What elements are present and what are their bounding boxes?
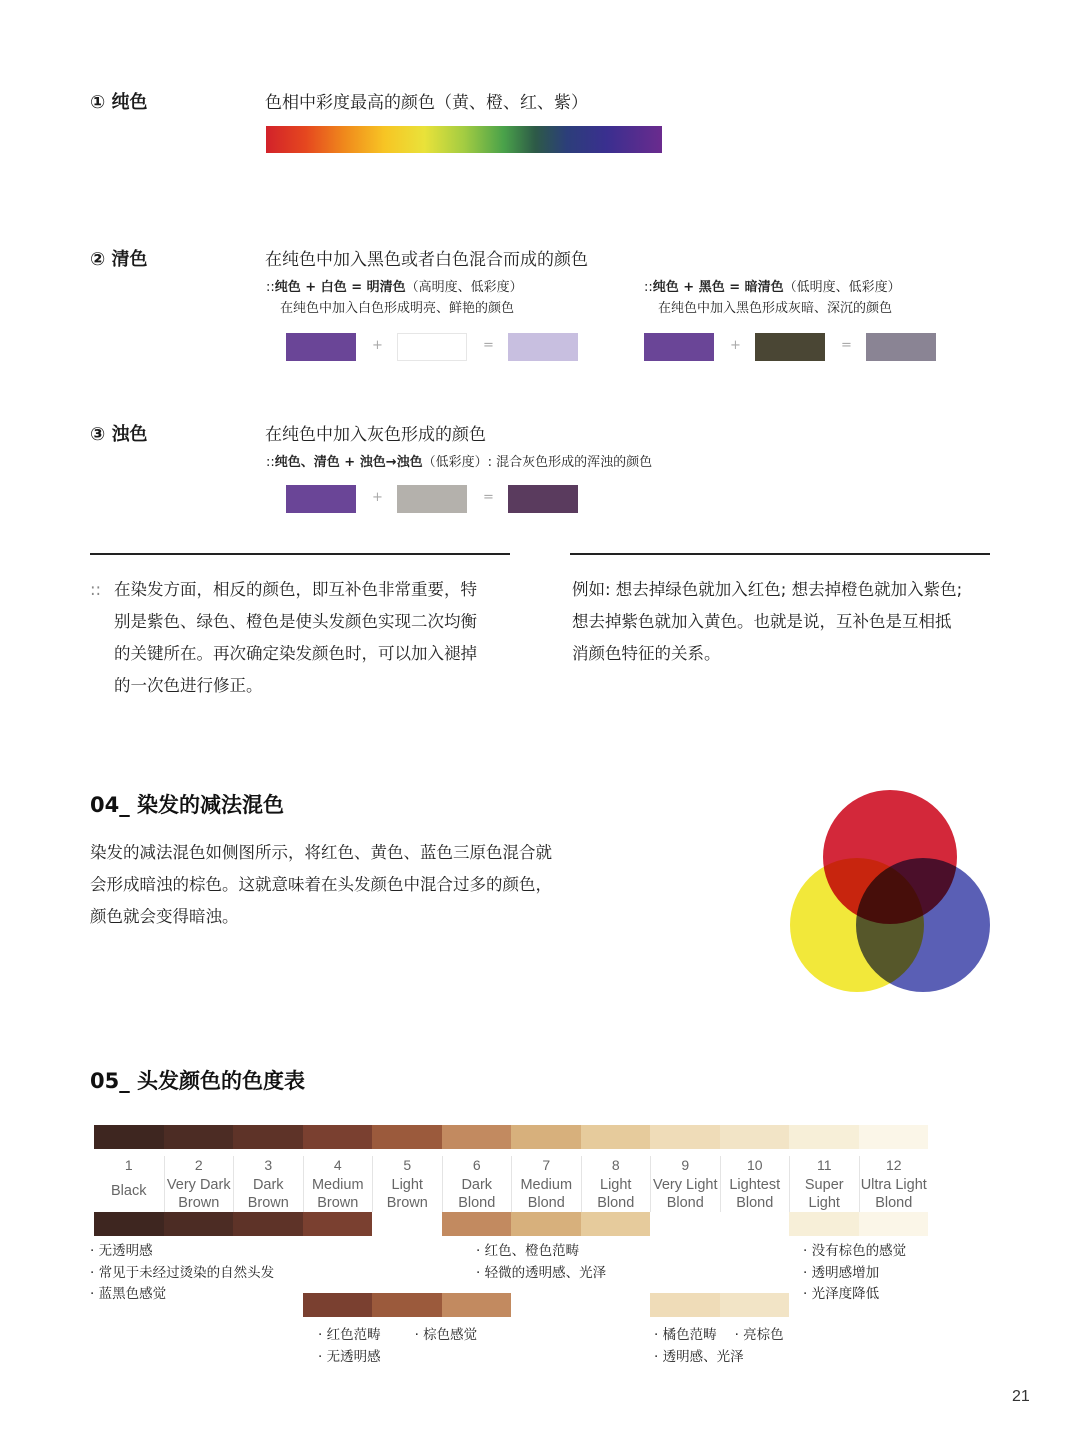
level-8-color-bar (581, 1125, 651, 1149)
level-name-line2: Blond (875, 1195, 913, 1211)
level-3-label (233, 1156, 303, 1212)
group-4-level-9-bar (650, 1293, 720, 1317)
level-name-line1: Medium (311, 1177, 364, 1193)
paragraph-right (572, 574, 1002, 670)
dark-formula-explain: 在纯色中加入黑色形成灰暗、深沉的颜色 (658, 301, 893, 316)
section-04-text (90, 837, 610, 933)
swatch-black (755, 333, 825, 361)
group-2-level-12-bar (859, 1212, 929, 1236)
spectrum-bar (266, 126, 662, 153)
plus-sign: + (372, 490, 383, 505)
group-notes-natural (90, 1241, 274, 1306)
note-line: · 蓝黑色感觉 (90, 1286, 167, 1302)
blue-circle (856, 858, 990, 992)
paragraph-marker: :: (90, 580, 102, 599)
group-4-level-10-bar (720, 1293, 790, 1317)
prefix-mark: :: (266, 280, 275, 295)
note-line: · 没有棕色的感觉 (803, 1243, 907, 1259)
level-6-color-bar (442, 1125, 512, 1149)
level-name-line2: Blond (458, 1195, 496, 1211)
paragraph-left (114, 574, 514, 702)
paragraph-line: 消颜色特征的关系。 (572, 644, 721, 663)
pure-color-label: ① 纯色 (90, 92, 148, 113)
level-number: 4 (333, 1157, 342, 1173)
swatch-white (397, 333, 467, 361)
note-line: · 棕色感觉 (414, 1327, 478, 1343)
muddy-color-label: ③ 浊色 (90, 424, 148, 445)
group-0-level-2-bar (164, 1212, 234, 1236)
dark-formula-bold: 纯色 + 黑色 = 暗清色 (652, 280, 784, 295)
level-number: 9 (681, 1157, 690, 1173)
equals-sign: = (483, 338, 494, 353)
group-3-level-4-bar (303, 1293, 373, 1317)
paragraph-line: 染发的减法混色如侧图所示，将红色、黄色、蓝色三原色混合就 (90, 843, 552, 862)
swatch-grey (397, 485, 467, 513)
level-6-label (442, 1156, 512, 1212)
note-line: · 无透明感 (90, 1243, 153, 1259)
level-number: 2 (194, 1157, 203, 1173)
level-number: 3 (264, 1157, 273, 1173)
muddy-formula-bold: 纯色、清色 + 浊色→浊色 (274, 455, 423, 470)
level-5-color-bar (372, 1125, 442, 1149)
light-formula-bold: 纯色 + 白色 = 明清色 (274, 280, 406, 295)
muddy-formula (266, 452, 652, 473)
light-formula-rest: （高明度、低彩度） (405, 280, 523, 295)
level-10-color-bar (720, 1125, 790, 1149)
group-3-level-6-bar (442, 1293, 512, 1317)
level-name-line1: Dark (461, 1177, 493, 1193)
level-3-color-bar (233, 1125, 303, 1149)
level-2-label (164, 1156, 234, 1212)
level-name-line1: Very Light (653, 1177, 718, 1193)
group-1-level-8-bar (581, 1212, 651, 1236)
level-name-line2: Brown (247, 1195, 289, 1211)
level-number: 7 (542, 1157, 551, 1173)
note-line: · 常见于未经过烫染的自然头发 (90, 1264, 275, 1281)
level-number: 10 (746, 1157, 763, 1173)
level-name-line2: Brown (178, 1195, 220, 1211)
level-name-line1: Lightest (729, 1177, 781, 1193)
level-4-label (303, 1156, 373, 1212)
group-notes-red-orange (476, 1241, 606, 1284)
group-1-level-7-bar (511, 1212, 581, 1236)
section-04-heading: 04_ 染发的减法混色 (90, 793, 285, 817)
group-1-level-6-bar (442, 1212, 512, 1236)
note-line: · 轻微的透明感、光泽 (476, 1264, 607, 1281)
note-line: · 红色、橙色范畴 (476, 1243, 580, 1259)
group-0-level-4-bar (303, 1212, 373, 1236)
paragraph-line: 的关键所在。再次确定染发颜色时，可以加入褪掉 (114, 644, 477, 663)
dark-clear-formula (644, 277, 901, 319)
level-number: 1 (124, 1157, 133, 1173)
level-1-color-bar (94, 1125, 164, 1149)
light-clear-formula (266, 277, 523, 319)
muddy-color-desc: 在纯色中加入灰色形成的颜色 (265, 425, 486, 445)
swatch-light-purple (508, 333, 578, 361)
level-8-label (581, 1156, 651, 1212)
group-2-level-11-bar (789, 1212, 859, 1236)
level-name-line2: Blond (597, 1195, 635, 1211)
swatch-muddy-purple (508, 485, 578, 513)
level-name-line1: Medium (520, 1177, 573, 1193)
swatch-pure-purple (644, 333, 714, 361)
plus-sign: + (372, 338, 383, 353)
level-number: 11 (816, 1157, 832, 1173)
group-notes-orange (654, 1325, 784, 1368)
swatch-pure-purple (286, 485, 356, 513)
level-name-line1: Super Light (804, 1177, 844, 1211)
plus-sign: + (730, 338, 741, 353)
level-number: 6 (472, 1157, 481, 1173)
level-name-line2: Blond (527, 1195, 565, 1211)
paragraph-line: 会形成暗浊的棕色。这就意味着在头发颜色中混合过多的颜色， (90, 875, 552, 894)
paragraph-line: 的一次色进行修正。 (114, 676, 263, 695)
group-3-level-5-bar (372, 1293, 442, 1317)
level-9-label (650, 1156, 720, 1212)
note-line: · 橘色范畴 (654, 1327, 717, 1343)
swatch-pure-purple (286, 333, 356, 361)
level-name-line1: Black (111, 1183, 147, 1199)
swatch-dark-grey-purple (866, 333, 936, 361)
level-name-line1: Light (600, 1177, 632, 1193)
level-name-line1: Very Dark (166, 1177, 231, 1193)
pure-color-desc: 色相中彩度最高的颜色（黄、橙、红、紫） (265, 93, 588, 113)
level-7-color-bar (511, 1125, 581, 1149)
level-number: 5 (403, 1157, 412, 1173)
paragraph-line: 别是紫色、绿色、橙色是使头发颜色实现二次均衡 (114, 612, 477, 631)
level-12-label (859, 1156, 929, 1212)
page-number: 21 (1012, 1388, 1030, 1405)
section-05-heading: 05_ 头发颜色的色度表 (90, 1069, 306, 1093)
level-name-line1: Dark (252, 1177, 284, 1193)
level-12-color-bar (859, 1125, 929, 1149)
muddy-formula-rest: （低彩度）: 混合灰色形成的浑浊的颜色 (422, 455, 653, 470)
paragraph-line: 颜色就会变得暗浊。 (90, 907, 239, 926)
note-line: · 透明感增加 (803, 1264, 880, 1281)
note-line: · 光泽度降低 (803, 1286, 880, 1302)
paragraph-line: 在染发方面，相反的颜色，即互补色非常重要，特 (114, 580, 477, 599)
subtractive-mix-diagram (780, 785, 1000, 1000)
equals-sign: = (841, 338, 852, 353)
level-5-label (372, 1156, 442, 1212)
prefix-mark: :: (644, 280, 653, 295)
divider-right (570, 553, 990, 555)
prefix-mark: :: (266, 455, 275, 470)
paragraph-line: 想去掉紫色就加入黄色。也就是说，互补色是互相抵 (572, 612, 952, 631)
paragraph-line: 例如: 想去掉绿色就加入红色; 想去掉橙色就加入紫色; (572, 580, 963, 599)
group-0-level-3-bar (233, 1212, 303, 1236)
level-number: 8 (611, 1157, 620, 1173)
level-11-color-bar (789, 1125, 859, 1149)
level-name-line1: Ultra Light (860, 1177, 927, 1193)
level-10-label (720, 1156, 790, 1212)
level-4-color-bar (303, 1125, 373, 1149)
group-0-level-1-bar (94, 1212, 164, 1236)
level-7-label (511, 1156, 581, 1212)
level-name-line2: Brown (317, 1195, 359, 1211)
group-notes-red-brown (318, 1325, 477, 1368)
level-name-line2: Blond (666, 1195, 704, 1211)
level-name-line2: Blond (736, 1195, 774, 1211)
group-notes-light (803, 1241, 906, 1306)
divider-left (90, 553, 510, 555)
level-number: 12 (885, 1157, 902, 1173)
level-name-line1: Light (391, 1177, 423, 1193)
level-2-color-bar (164, 1125, 234, 1149)
note-line: · 透明感、光泽 (654, 1348, 744, 1365)
equals-sign: = (483, 490, 494, 505)
dark-formula-rest: （低明度、低彩度） (783, 280, 901, 295)
note-line: · 红色范畴 (318, 1327, 381, 1343)
clear-color-label: ② 清色 (90, 249, 148, 270)
note-line: · 无透明感 (318, 1348, 381, 1365)
clear-color-desc: 在纯色中加入黑色或者白色混合而成的颜色 (265, 250, 588, 270)
light-formula-explain: 在纯色中加入白色形成明亮、鲜艳的颜色 (280, 301, 515, 316)
level-9-color-bar (650, 1125, 720, 1149)
level-1-label (94, 1156, 164, 1200)
note-line: · 亮棕色 (734, 1327, 784, 1343)
level-name-line2: Brown (386, 1195, 428, 1211)
